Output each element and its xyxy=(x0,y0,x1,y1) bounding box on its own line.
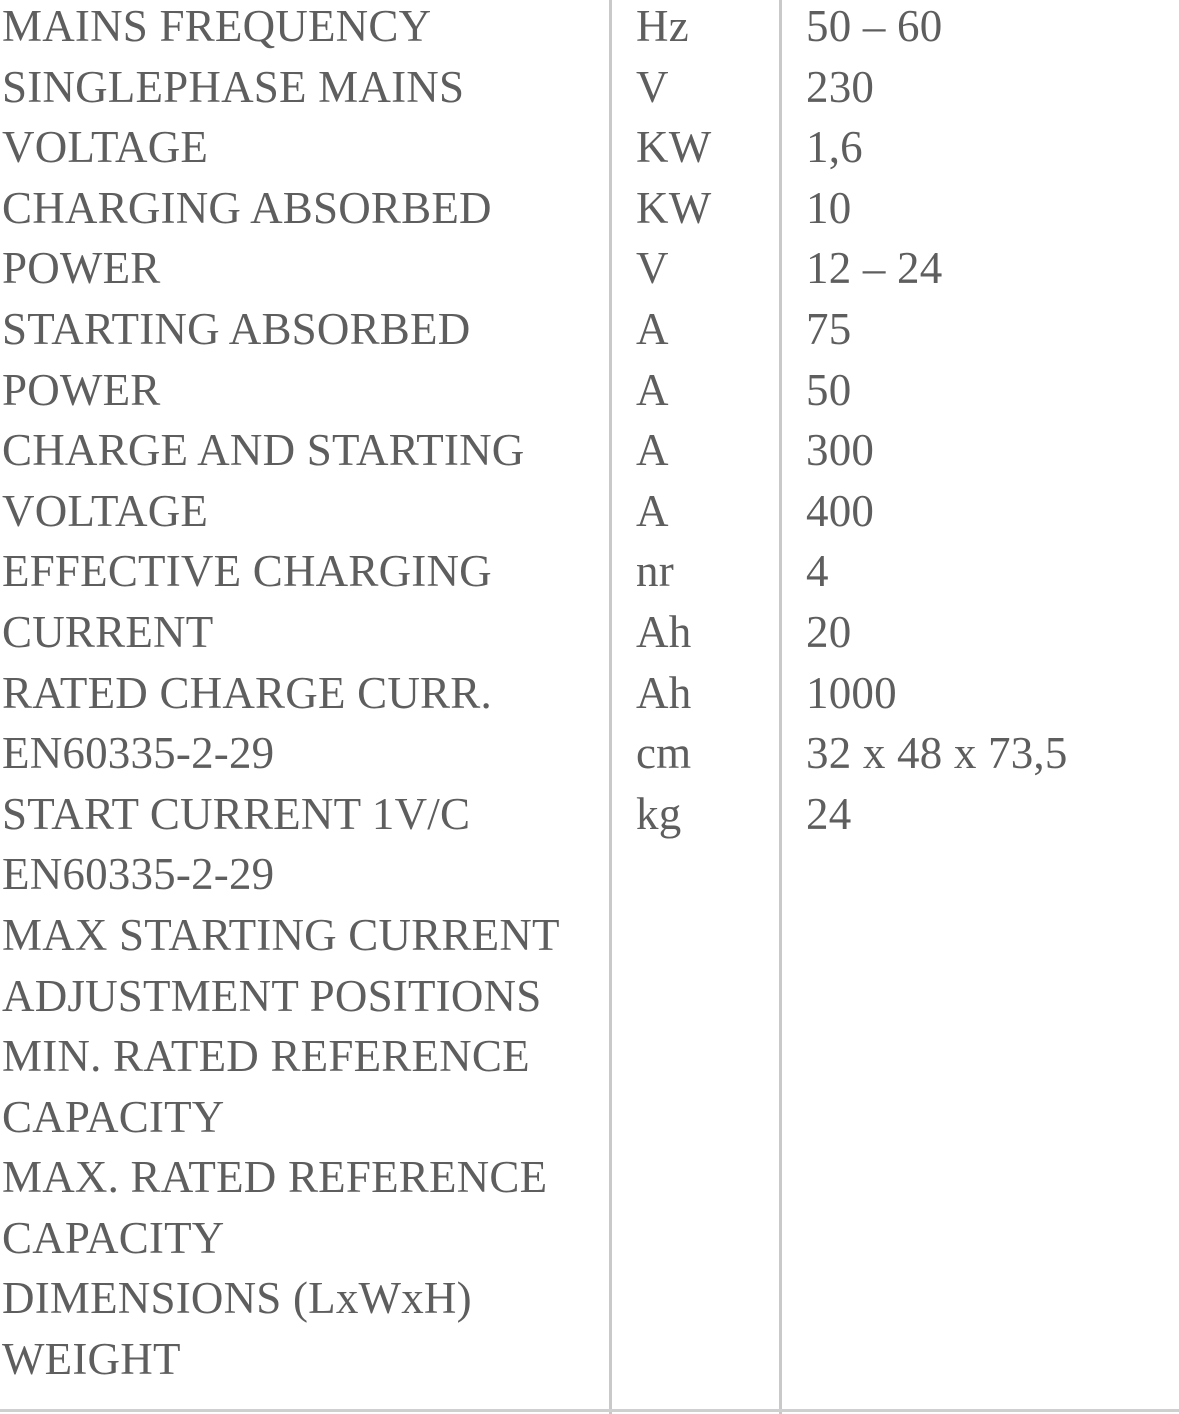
unit-cell: A xyxy=(636,485,669,536)
spec-label: WEIGHT xyxy=(2,1334,181,1385)
unit-cell: A xyxy=(636,425,669,476)
spec-label: DIMENSIONS (LxWxH) xyxy=(2,1273,472,1324)
unit-cell: A xyxy=(636,364,669,415)
spec-label: EN60335-2-29 xyxy=(2,849,275,900)
spec-label: MAINS FREQUENCY xyxy=(2,1,432,51)
value-cell: 400 xyxy=(806,485,875,536)
unit-cell: KW xyxy=(636,122,712,173)
spec-label: STARTING ABSORBED xyxy=(2,303,471,354)
unit-cell: kg xyxy=(636,788,682,839)
value-cell: 12 – 24 xyxy=(806,243,943,294)
unit-cell: V xyxy=(636,243,669,294)
spec-label: EFFECTIVE CHARGING xyxy=(2,546,492,597)
spec-label: CURRENT xyxy=(2,606,214,657)
value-cell: 50 xyxy=(806,364,852,415)
spec-label: EN60335-2-29 xyxy=(2,728,275,779)
column-divider xyxy=(609,0,612,1414)
unit-cell: cm xyxy=(636,728,692,779)
spec-label: RATED CHARGE CURR. xyxy=(2,667,492,718)
value-cell: 10 xyxy=(806,182,852,233)
value-cell: 50 – 60 xyxy=(806,1,943,51)
value-cell: 4 xyxy=(806,546,829,597)
spec-label: POWER xyxy=(2,364,161,415)
value-cell: 230 xyxy=(806,61,875,112)
unit-cell: Hz xyxy=(636,1,689,51)
value-cell: 20 xyxy=(806,606,852,657)
unit-cell: Ah xyxy=(636,667,692,718)
unit-cell: KW xyxy=(636,182,712,233)
bottom-rule xyxy=(0,1409,1179,1412)
value-cell: 75 xyxy=(806,303,852,354)
unit-cell: nr xyxy=(636,546,674,597)
value-cell: 1000 xyxy=(806,667,897,718)
spec-label: MIN. RATED REFERENCE xyxy=(2,1031,530,1082)
spec-label: POWER xyxy=(2,243,161,294)
value-cell: 24 xyxy=(806,788,852,839)
spec-label: VOLTAGE xyxy=(2,122,209,173)
unit-cell: A xyxy=(636,303,669,354)
value-cell: 1,6 xyxy=(806,122,863,173)
value-cell: 300 xyxy=(806,425,875,476)
unit-cell: V xyxy=(636,61,669,112)
spec-label: CHARGING ABSORBED xyxy=(2,182,492,233)
value-column xyxy=(806,0,1176,848)
value-cell: 32 x 48 x 73,5 xyxy=(806,728,1068,779)
label-column xyxy=(2,0,607,1394)
spec-label: CAPACITY xyxy=(2,1212,225,1263)
spec-label: START CURRENT 1V/C xyxy=(2,788,471,839)
spec-label: CAPACITY xyxy=(2,1091,225,1142)
spec-label: MAX STARTING CURRENT xyxy=(2,909,560,960)
spec-label: SINGLEPHASE MAINS xyxy=(2,61,465,112)
column-divider xyxy=(779,0,782,1414)
unit-cell: Ah xyxy=(636,606,692,657)
spec-label: CHARGE AND STARTING xyxy=(2,425,525,476)
unit-column xyxy=(636,0,776,848)
spec-label: VOLTAGE xyxy=(2,485,209,536)
spec-label: MAX. RATED REFERENCE xyxy=(2,1152,548,1203)
spec-label: ADJUSTMENT POSITIONS xyxy=(2,970,542,1021)
